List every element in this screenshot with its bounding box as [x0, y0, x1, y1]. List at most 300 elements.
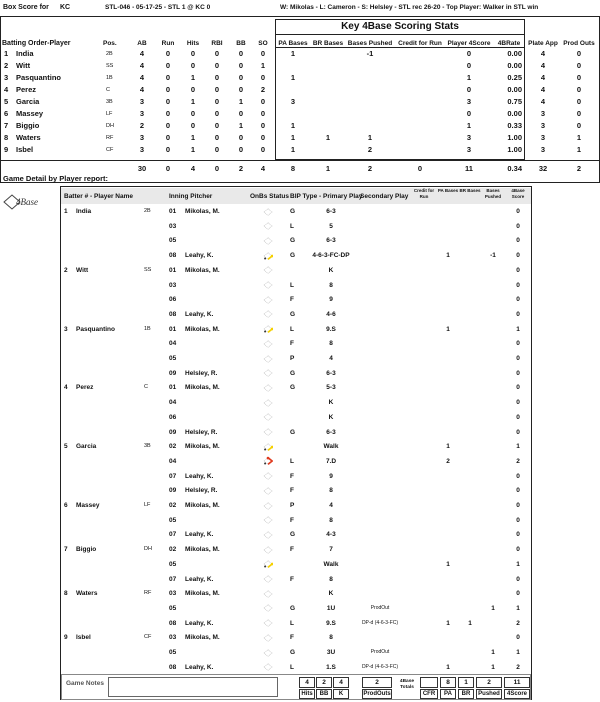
- detail-cell-bip: G: [290, 384, 296, 392]
- total-pa-value: 8: [440, 677, 456, 688]
- detail-cell-pitcher: Leahy, K.: [185, 663, 214, 671]
- box-cell-bb: 1: [238, 97, 244, 106]
- box-cell-pa: 3: [540, 121, 546, 130]
- total-pushed-label: Pushed: [476, 689, 502, 699]
- box-cell-name: Witt: [16, 61, 31, 70]
- detail-cell-score: 0: [516, 222, 520, 230]
- box-total-pab: 8: [290, 164, 296, 173]
- onbase-diamond-icon: [263, 339, 273, 349]
- detail-cell-name: Waters: [76, 590, 98, 598]
- detail-cell-inn: 04: [169, 340, 177, 348]
- detail-cell-bip: F: [290, 296, 294, 304]
- detail-cell-pitcher: Mikolas, M.: [185, 443, 220, 451]
- detail-cell-inn: 09: [169, 369, 177, 377]
- detail-cell-bip: L: [290, 222, 294, 230]
- box-cell-prod: 0: [576, 109, 582, 118]
- detail-cell-bip: P: [290, 502, 295, 509]
- detail-cell-inn: 09: [169, 487, 177, 495]
- detail-cell-play: Walk: [323, 560, 339, 568]
- onbase-diamond-icon: [263, 559, 273, 569]
- detail-title: Game Detail by Player report:: [3, 174, 109, 183]
- box-cell-bp: -1: [366, 49, 374, 58]
- detail-cell-score: 0: [516, 502, 520, 509]
- box-cell-brb: 1: [325, 133, 331, 142]
- box-cell-rate: 0.00: [507, 61, 522, 70]
- box-total-rate: 0.34: [507, 164, 522, 173]
- detail-cell-inn: 07: [169, 472, 177, 480]
- box-cell-rbi: 0: [214, 97, 220, 106]
- detail-cell-name: Garcia: [76, 443, 97, 451]
- box-cell-rate: 0.00: [507, 49, 522, 58]
- box-cell-rate: 0.00: [507, 85, 522, 94]
- detail-cell-name: Isbel: [76, 634, 91, 642]
- onbase-diamond-icon: [263, 633, 273, 643]
- box-cell-n: 9: [4, 145, 9, 154]
- dcol-pa: PA Bases: [437, 188, 459, 193]
- box-cell-ab: 3: [139, 97, 145, 106]
- detail-cell-inn: 05: [169, 355, 177, 362]
- detail-cell-inn: 01: [169, 208, 177, 215]
- total-pushed-value: 2: [476, 677, 502, 688]
- box-cell-pab: 1: [290, 121, 296, 130]
- detail-cell-pa: 1: [446, 325, 450, 333]
- box-cell-rate: 0.75: [507, 97, 522, 106]
- detail-cell-bip: F: [290, 516, 294, 524]
- total-4score-value: 11: [504, 677, 530, 688]
- detail-cell-score: 0: [516, 310, 520, 318]
- detail-cell-pitcher: Helsley, R.: [185, 369, 218, 377]
- detail-cell-inn: 06: [169, 413, 177, 421]
- onbase-diamond-icon: [263, 427, 273, 437]
- onbase-diamond-icon: [263, 603, 273, 613]
- col-run: Run: [161, 40, 175, 47]
- box-cell-name: Biggio: [16, 121, 40, 130]
- detail-cell-bip: P: [290, 355, 295, 362]
- box-cell-bb: 0: [238, 73, 244, 82]
- detail-cell-sec: ProdOut: [370, 604, 390, 611]
- detail-cell-inn: 09: [169, 428, 177, 436]
- detail-cell-bip: L: [290, 619, 294, 627]
- detail-cell-score: 2: [516, 457, 520, 465]
- detail-cell-pitcher: Mikolas, M.: [185, 266, 220, 274]
- detail-cell-push: 1: [491, 663, 495, 671]
- detail-cell-score: 0: [516, 369, 520, 377]
- detail-cell-play: 6-3: [326, 208, 336, 215]
- onbase-diamond-icon: [263, 412, 273, 422]
- box-cell-rate: 0.00: [507, 109, 522, 118]
- detail-cell-pos: CF: [144, 634, 152, 641]
- total-prodouts-label: ProdOuts: [363, 691, 391, 697]
- detail-cell-pos: C: [144, 384, 148, 391]
- box-cell-pa: 3: [540, 109, 546, 118]
- box-cell-pa: 3: [540, 145, 546, 154]
- col-pa-bases: PA Bases: [278, 40, 308, 47]
- dcol-secondary: Secondary Play: [360, 193, 409, 200]
- detail-cell-inn: 02: [169, 443, 177, 451]
- box-cell-prod: 0: [576, 49, 582, 58]
- key-stats-title: Key 4Base Scoring Stats: [275, 19, 525, 35]
- detail-cell-play: 4-6: [326, 310, 336, 318]
- detail-cell-bip: F: [290, 472, 294, 480]
- detail-cell-inn: 08: [169, 663, 177, 671]
- box-cell-ab: 3: [139, 133, 145, 142]
- detail-cell-pitcher: Leahy, K.: [185, 575, 214, 583]
- detail-cell-play: 7: [329, 546, 333, 554]
- box-cell-bb: 0: [238, 133, 244, 142]
- detail-cell-play: 9.S: [326, 619, 336, 627]
- detail-cell-play: 9: [329, 472, 333, 480]
- detail-cell-b: 9: [64, 634, 68, 642]
- box-cell-prod: 0: [576, 121, 582, 130]
- box-cell-name: India: [16, 49, 34, 58]
- detail-cell-play: 8: [329, 516, 333, 524]
- box-score-header: [0, 0, 600, 14]
- box-cell-bb: 1: [238, 121, 244, 130]
- box-cell-bp: 1: [367, 133, 373, 142]
- box-cell-name: Waters: [16, 133, 41, 142]
- box-cell-rbi: 0: [214, 85, 220, 94]
- detail-cell-play: 8: [329, 281, 333, 289]
- box-cell-name: Pasquantino: [16, 73, 62, 82]
- detail-cell-pitcher: Leahy, K.: [185, 252, 214, 260]
- box-cell-run: 0: [165, 49, 171, 58]
- detail-cell-inn: 01: [169, 384, 177, 392]
- detail-cell-play: 5: [329, 222, 333, 230]
- detail-cell-score: 1: [516, 325, 520, 333]
- detail-cell-score: 1: [516, 560, 520, 568]
- detail-cell-name: Witt: [76, 266, 89, 274]
- detail-cell-pitcher: Mikolas, M.: [185, 384, 220, 392]
- detail-cell-score: 0: [516, 384, 520, 392]
- col-ab: AB: [137, 40, 147, 47]
- detail-cell-score: 0: [516, 208, 520, 215]
- col-4brate: 4BRate: [497, 40, 521, 47]
- detail-cell-inn: 05: [169, 560, 177, 568]
- box-cell-n: 8: [4, 133, 9, 142]
- box-cell-rbi: 0: [214, 121, 220, 130]
- box-cell-pab: 1: [290, 133, 296, 142]
- detail-cell-play: 1U: [326, 604, 336, 612]
- box-cell-p4: 1: [466, 121, 472, 130]
- detail-cell-play: 4: [329, 502, 333, 509]
- detail-cell-score: 0: [516, 428, 520, 436]
- box-cell-rate: 0.25: [507, 73, 522, 82]
- detail-cell-inn: 05: [169, 237, 177, 245]
- onbase-diamond-icon: [263, 648, 273, 658]
- detail-cell-pa: 1: [446, 560, 450, 568]
- box-cell-pos: DH: [106, 123, 114, 129]
- box-cell-n: 4: [4, 85, 9, 94]
- detail-cell-play: 9.S: [326, 325, 336, 333]
- detail-cell-play: K: [328, 266, 334, 274]
- detail-cell-bip: G: [290, 208, 296, 215]
- detail-cell-name: Biggio: [76, 546, 97, 554]
- detail-cell-score: 0: [516, 340, 520, 348]
- detail-cell-b: 3: [64, 325, 68, 333]
- box-cell-so: 0: [260, 109, 266, 118]
- detail-cell-score: 2: [516, 619, 520, 627]
- onbase-diamond-icon: [263, 486, 273, 496]
- onbase-diamond-icon: [263, 589, 273, 599]
- box-cell-so: 0: [260, 145, 266, 154]
- total-hits-value: 4: [299, 677, 315, 688]
- detail-cell-play: 4-6-3-FC-DP: [312, 252, 350, 260]
- box-total-p4: 11: [465, 164, 473, 173]
- detail-cell-play: 6-3: [326, 237, 336, 245]
- box-cell-rate: 1.00: [507, 133, 522, 142]
- detail-cell-play: 4-3: [326, 531, 336, 539]
- total-pa-label: PA: [440, 689, 456, 699]
- box-cell-pos: CF: [106, 147, 114, 153]
- box-cell-pa: 4: [540, 61, 546, 70]
- box-cell-rate: 0.33: [507, 121, 522, 130]
- detail-cell-pa: 2: [446, 457, 450, 465]
- detail-cell-score: 0: [516, 281, 520, 289]
- box-cell-p4: 0: [466, 109, 472, 118]
- box-cell-pa: 3: [540, 133, 546, 142]
- box-cell-run: 0: [165, 73, 171, 82]
- detail-cell-play: 4: [329, 355, 333, 362]
- box-cell-p4: 0: [466, 61, 472, 70]
- detail-cell-bip: G: [290, 531, 296, 539]
- box-cell-so: 0: [260, 121, 266, 130]
- pitchers-line: W: Mikolas - L: Cameron - S: Helsley - STL rec 26-20 - Top Player: Walker in STL win: [280, 4, 539, 11]
- detail-cell-inn: 08: [169, 252, 177, 260]
- detail-cell-play: Walk: [323, 443, 339, 451]
- detail-cell-pitcher: Mikolas, M.: [185, 634, 220, 642]
- game-line: STL-046 - 05-17-25 - STL 1 @ KC 0: [105, 4, 211, 11]
- onbase-diamond-icon: [263, 324, 273, 334]
- detail-cell-pos: RF: [144, 590, 152, 597]
- box-cell-ab: 4: [139, 49, 145, 58]
- detail-cell-sec: DP-d (4-6-3-FC): [361, 663, 399, 670]
- detail-cell-score: 1: [516, 604, 520, 612]
- box-cell-n: 5: [4, 97, 9, 106]
- box-cell-prod: 1: [576, 133, 582, 142]
- box-cell-prod: 1: [576, 145, 582, 154]
- detail-cell-play: 6-3: [326, 369, 336, 377]
- detail-cell-play: 6-3: [326, 428, 336, 436]
- box-cell-so: 0: [260, 133, 266, 142]
- detail-cell-bip: G: [290, 369, 296, 377]
- box-cell-p4: 1: [466, 73, 472, 82]
- onbase-diamond-icon: [263, 574, 273, 584]
- box-cell-hits: 1: [190, 73, 196, 82]
- box-cell-n: 1: [4, 49, 9, 58]
- detail-cell-play: K: [328, 413, 334, 421]
- box-cell-pos: 2B: [106, 51, 113, 57]
- col-br-bases: BR Bases: [312, 40, 344, 47]
- detail-cell-b: 1: [64, 208, 68, 215]
- box-cell-p4: 3: [466, 145, 472, 154]
- box-cell-n: 6: [4, 109, 9, 118]
- detail-cell-bip: G: [290, 649, 296, 656]
- total-bb-label: BB: [316, 689, 332, 699]
- box-cell-hits: 0: [190, 109, 196, 118]
- detail-cell-inn: 06: [169, 296, 177, 304]
- box-cell-run: 0: [165, 145, 171, 154]
- box-cell-ab: 4: [139, 61, 145, 70]
- detail-cell-pos: SS: [144, 266, 152, 273]
- svg-text:4Base: 4Base: [16, 197, 38, 207]
- total-br-label: BR: [458, 689, 474, 699]
- total-k-label: K: [333, 689, 349, 699]
- col-pos: Pos.: [103, 40, 117, 47]
- box-total-ab: 30: [137, 164, 147, 173]
- detail-cell-sec: ProdOut: [370, 649, 390, 655]
- detail-cell-pitcher: Mikolas, M.: [185, 590, 220, 598]
- total-bb-value: 2: [316, 677, 332, 688]
- game-notes-label: Game Notes: [66, 680, 104, 687]
- detail-cell-pitcher: Leahy, K.: [185, 310, 214, 318]
- box-total-so: 4: [260, 164, 266, 173]
- box-cell-pab: 1: [290, 49, 296, 58]
- box-total-rbi: 0: [214, 164, 220, 173]
- detail-cell-bip: F: [290, 487, 294, 495]
- detail-cell-inn: 05: [169, 604, 177, 612]
- box-cell-ab: 2: [139, 121, 145, 130]
- box-total-pa: 32: [538, 164, 548, 173]
- detail-cell-inn: 08: [169, 310, 177, 318]
- box-cell-rbi: 0: [214, 133, 220, 142]
- box-total-cfr: 0: [417, 164, 423, 173]
- onbase-diamond-icon: [263, 354, 273, 364]
- box-cell-p4: 0: [466, 49, 472, 58]
- detail-cell-name: Pasquantino: [76, 325, 116, 333]
- detail-cell-pitcher: Mikolas, M.: [185, 502, 220, 509]
- game-notes-field[interactable]: [108, 677, 278, 697]
- detail-cell-pitcher: Leahy, K.: [185, 619, 214, 627]
- detail-cell-score: 1: [516, 649, 520, 656]
- detail-cell-score: 0: [516, 266, 520, 274]
- total-k-value: 4: [333, 677, 349, 688]
- onbase-diamond-icon: [263, 442, 273, 452]
- box-cell-pos: 3B: [106, 99, 113, 105]
- detail-cell-inn: 02: [169, 546, 177, 554]
- detail-cell-bip: G: [290, 252, 296, 260]
- onbase-diamond-icon: [263, 221, 273, 231]
- detail-cell-score: 0: [516, 590, 520, 598]
- detail-cell-br: 1: [468, 619, 472, 627]
- onbase-diamond-icon: [263, 265, 273, 275]
- box-cell-prod: 0: [576, 61, 582, 70]
- box-cell-hits: 0: [190, 121, 196, 130]
- detail-cell-play: 8: [329, 340, 333, 348]
- box-cell-rbi: 0: [214, 145, 220, 154]
- detail-cell-pos: 2B: [144, 208, 151, 214]
- box-cell-run: 0: [165, 109, 171, 118]
- detail-cell-score: 0: [516, 237, 520, 245]
- detail-cell-push: 1: [491, 604, 495, 612]
- box-total-prod: 2: [576, 164, 582, 173]
- detail-cell-pa: 1: [446, 663, 450, 671]
- detail-cell-play: K: [328, 590, 334, 598]
- detail-cell-score: 0: [516, 575, 520, 583]
- detail-cell-pa: 1: [446, 443, 450, 451]
- detail-cell-score: 0: [516, 296, 520, 304]
- detail-cell-pa: 1: [446, 252, 450, 260]
- dcol-cfr: Credit for Run: [413, 188, 435, 199]
- box-cell-ab: 4: [139, 73, 145, 82]
- dcol-score: 4Base Score: [511, 188, 525, 199]
- onbase-diamond-icon: [263, 309, 273, 319]
- box-total-bb: 2: [238, 164, 244, 173]
- detail-cell-bip: L: [290, 325, 294, 333]
- detail-cell-bip: F: [290, 575, 294, 583]
- detail-cell-inn: 04: [169, 457, 177, 465]
- box-cell-hits: 1: [190, 133, 196, 142]
- detail-cell-pos: LF: [144, 502, 151, 508]
- onbase-diamond-icon: [263, 501, 273, 511]
- col-credit-for-run: Credit for Run: [398, 40, 442, 47]
- box-cell-p4: 0: [466, 85, 472, 94]
- dcol-inning: Inning Pitcher: [169, 193, 213, 200]
- col-hits: Hits: [186, 40, 200, 47]
- onbase-diamond-icon: [263, 383, 273, 393]
- detail-cell-b: 4: [64, 384, 68, 392]
- box-cell-pa: 4: [540, 97, 546, 106]
- detail-cell-inn: 03: [169, 590, 177, 598]
- box-cell-p4: 3: [466, 133, 472, 142]
- onbase-diamond-icon: [263, 368, 273, 378]
- detail-cell-score: 0: [516, 472, 520, 480]
- detail-cell-name: Perez: [76, 384, 94, 392]
- detail-cell-name: Massey: [76, 502, 100, 509]
- box-cell-so: 0: [260, 49, 266, 58]
- box-cell-ab: 4: [139, 85, 145, 94]
- detail-cell-push: 1: [491, 649, 495, 656]
- box-cell-bb: 0: [238, 145, 244, 154]
- detail-cell-score: 0: [516, 487, 520, 495]
- box-cell-name: Isbel: [16, 145, 34, 154]
- detail-cell-score: 0: [516, 546, 520, 554]
- dcol-br: BR Bases: [459, 188, 481, 193]
- box-cell-hits: 0: [190, 85, 196, 94]
- detail-cell-inn: 02: [169, 502, 177, 509]
- detail-cell-bip: F: [290, 340, 294, 348]
- onbase-diamond-icon: [263, 662, 273, 672]
- 4base-logo: [2, 192, 56, 212]
- box-cell-n: 2: [4, 61, 9, 70]
- detail-cell-push: -1: [490, 252, 496, 260]
- 4base-totals-label: 4Base Totals: [399, 679, 415, 690]
- onbase-diamond-icon: [263, 207, 273, 217]
- box-cell-run: 0: [165, 133, 171, 142]
- box-cell-name: Perez: [16, 85, 37, 94]
- detail-cell-inn: 07: [169, 531, 177, 539]
- detail-cell-bip: G: [290, 604, 296, 612]
- detail-cell-bip: G: [290, 310, 296, 318]
- detail-cell-score: 0: [516, 399, 520, 407]
- box-total-hits: 4: [190, 164, 196, 173]
- stats-header-rule: [276, 47, 525, 48]
- detail-cell-bip: L: [290, 457, 294, 465]
- box-cell-hits: 1: [190, 145, 196, 154]
- onbase-diamond-icon: [263, 515, 273, 525]
- total-prodouts-value: 2: [362, 677, 392, 688]
- detail-cell-bip: L: [290, 663, 294, 671]
- detail-cell-inn: 03: [169, 222, 177, 230]
- onbase-diamond-icon: [263, 530, 273, 540]
- box-cell-rate: 1.00: [507, 145, 522, 154]
- col-batting-order: Batting Order-Player: [2, 40, 71, 47]
- detail-cell-play: 8: [329, 575, 333, 583]
- detail-cell-bip: G: [290, 237, 296, 245]
- detail-cell-name: India: [76, 208, 92, 215]
- box-cell-bb: 0: [238, 85, 244, 94]
- detail-cell-inn: 01: [169, 266, 177, 274]
- total-br-value: 1: [458, 677, 474, 688]
